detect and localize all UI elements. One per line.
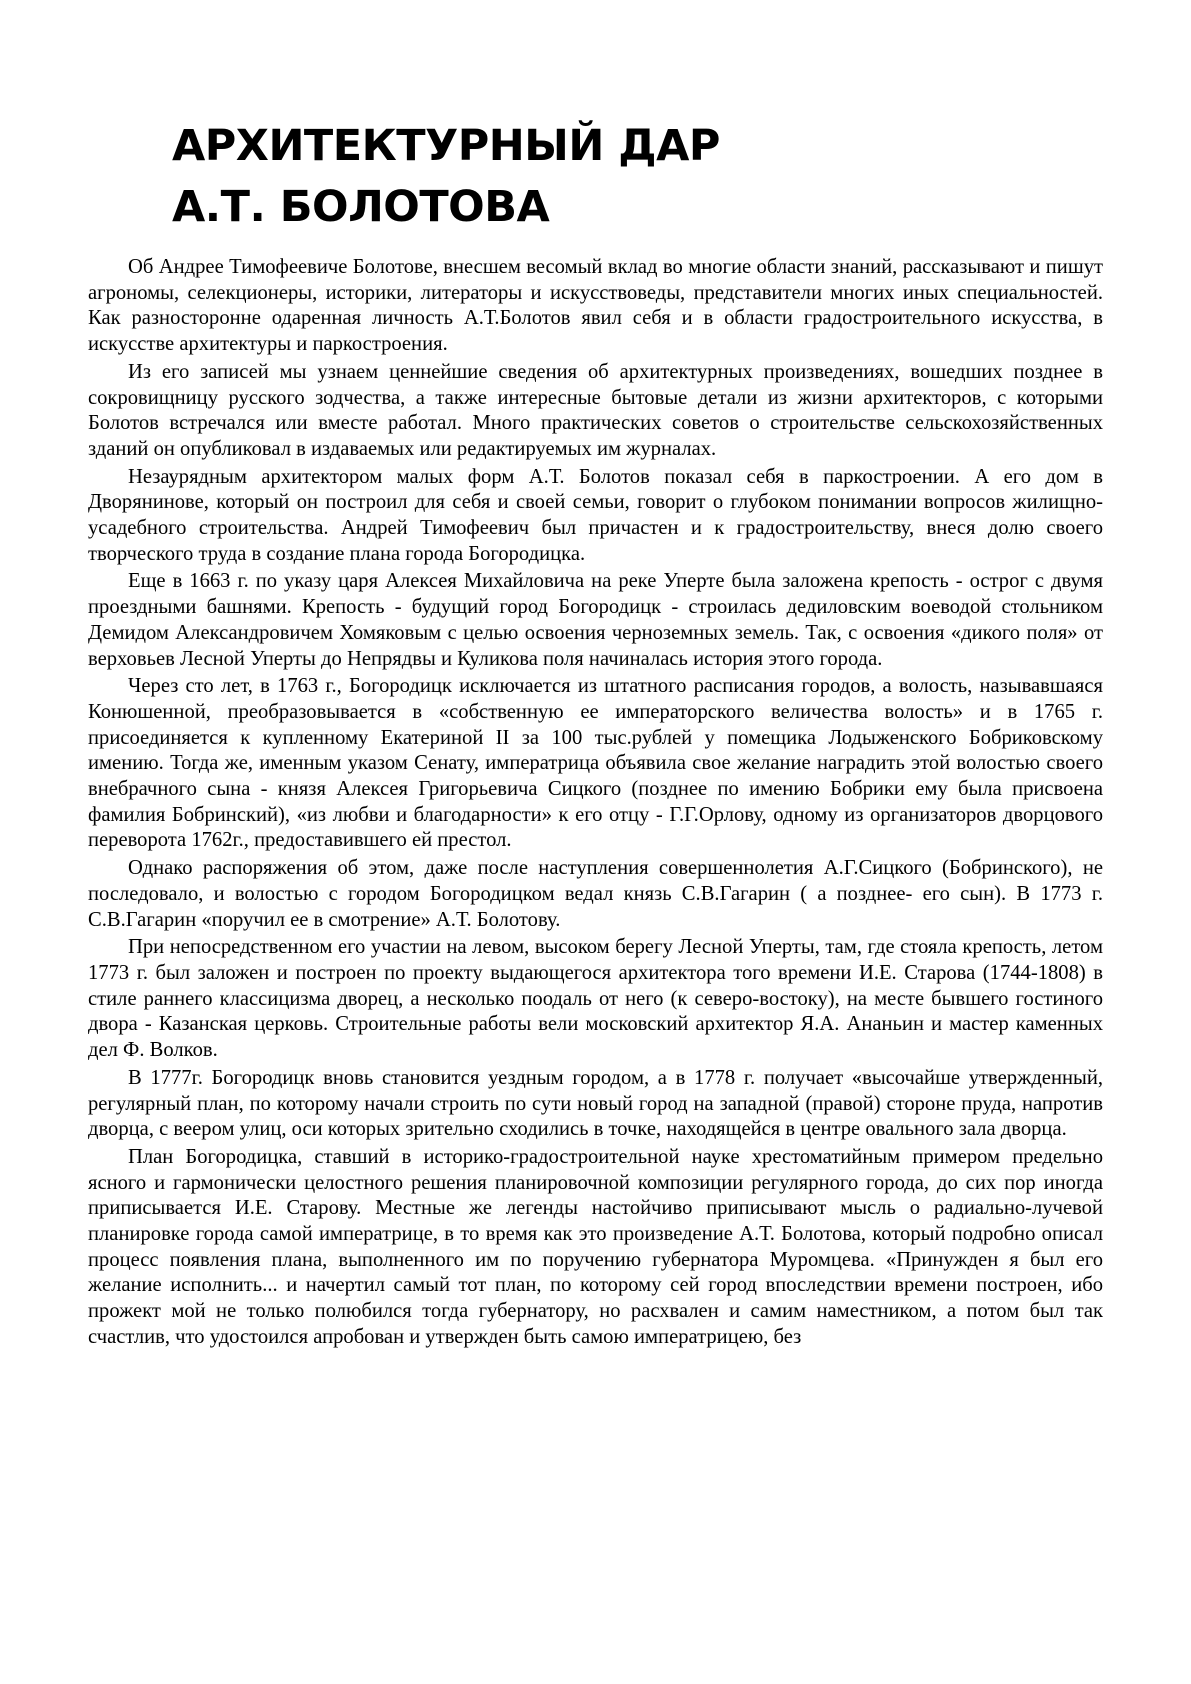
- paragraph: Через сто лет, в 1763 г., Богородицк исключается из штатного расписания городов, а волость, называвшаяся Конюшенной, преобразовывается в «собственную ее императорского величества волость» и в 1765 г. присоединяется к купленному Екатериной II за 100 тыс.рублей у помещика Лодыженского Бобриковскому имению. Тогда же, именным указом Сенату, императрица объявила свое желание наградить этой волостью своего внебрачного сына - князя Алексея Григорьевича Сицкого (позднее по имению Бобрики ему была присвоена фамилия Бобринский), «из любви и благодарности» к его отцу - Г.Г.Орлову, одному из организаторов дворцового переворота 1762г., предоставившего ей престол.: [88, 675, 1103, 852]
- article-title-line-1: АРХИТЕКТУРНЫЙ ДАР: [172, 121, 720, 171]
- paragraph: В 1777г. Богородицк вновь становится уездным городом, а в 1778 г. получает «высочайше утвержденный, регулярный план, по которому начали строить по сути новый город на западной (правой) стороне пруда, напротив дворца, с веером улиц, оси которых зрительно сходились в точке, находящейся в центре овального зала дворца.: [88, 1066, 1103, 1141]
- paragraph: Об Андрее Тимофеевиче Болотове, внесшем весомый вклад во многие области знаний, рассказывают и пишут агрономы, селекционеры, историки, литераторы и искусствоведы, представители многих иных специальностей. Как разносторонне одаренная личность А.Т.Болотов явил себя и в области градостроительного искусства, в искусстве архитектуры и паркостроения.: [88, 256, 1103, 356]
- paragraph: Однако распоряжения об этом, даже после наступления совершеннолетия А.Г.Сицкого (Бобринского), не последовало, и волостью с городом Богородицком ведал князь С.В.Гагарин ( а позднее- его сын). В 1773 г. С.В.Гагарин «поручил ее в смотрение» А.Т. Болотову.: [88, 857, 1103, 931]
- paragraph: Еще в 1663 г. по указу царя Алексея Михайловича на реке Уперте была заложена крепость - острог с двумя проездными башнями. Крепость - будущий город Богородицк - строилась дедиловским воеводой стольником Демидом Александровичем Хомяковым с целью освоения черноземных земель. Так, с освоения «дикого поля» от верховьев Лесной Уперты до Непрядвы и Куликова поля начиналась история этого города.: [88, 570, 1103, 670]
- paragraph: План Богородицка, ставший в историко-градостроительной науке хрестоматийным примером предельно ясного и гармонически целостного решения планировочной композиции регулярного города, до сих пор иногда приписывается И.Е. Старову. Местные же легенды настойчиво приписывают мысль о радиально-лучевой планировке города самой императрице, в то время как это произведение А.Т. Болотова, который подробно описал процесс появления плана, выполненного им по поручению губернатора Муромцева. «Принужден я был его желание исполнить... и начертил самый тот план, по которому сей город впоследствии времени построен, ибо прожект мой не только полюбился тогда губернатору, но расхвален и самим наместником, а потом был так счастлив, что удостоился апробован и утвержден быть самою императрицею, без: [88, 1145, 1103, 1348]
- article-title: [172, 116, 720, 238]
- paragraph: При непосредственном его участии на левом, высоком берегу Лесной Уперты, там, где стояла крепость, летом 1773 г. был заложен и построен по проекту выдающегося архитектора того времени И.Е. Старова (1744-1808) в стиле раннего классицизма дворец, а несколько поодаль от него (к северо-востоку), на месте бывшего гостиного двора - Казанская церковь. Строительные работы вели московский архитектор Я.А. Ананьин и мастер каменных дел Ф. Волков.: [88, 936, 1103, 1062]
- paragraph: Незаурядным архитектором малых форм А.Т. Болотов показал себя в паркостроении. А его дом в Дворянинове, который он построил для себя и своей семьи, говорит о глубоком понимании вопросов жилищно-усадебного строительства. Андрей Тимофеевич был причастен и к градостроительству, внеся долю своего творческого труда в создание плана города Богородицка.: [88, 465, 1103, 565]
- article-title-line-2: А.Т. БОЛОТОВА: [172, 182, 550, 232]
- article-body: [88, 255, 1103, 1353]
- paragraph: Из его записей мы узнаем ценнейшие сведения об архитектурных произведениях, вошедших позднее в сокровищницу русского зодчества, а также интересные бытовые детали из жизни архитекторов, с которыми Болотов встречался или вместе работал. Много практических советов о строительстве сельскохозяйственных зданий он опубликовал в издаваемых или редактируемых им журналах.: [88, 360, 1103, 460]
